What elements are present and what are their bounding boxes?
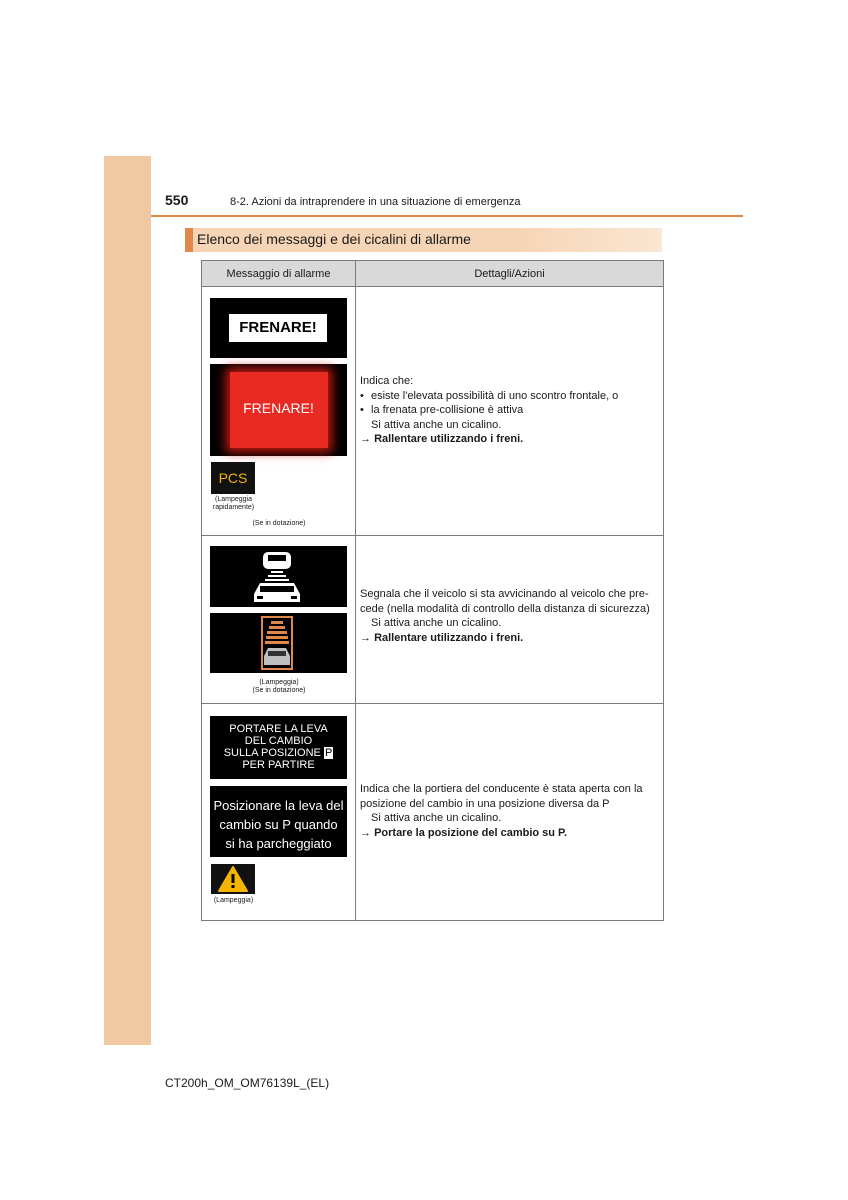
details-intro: Indica che: (360, 375, 414, 387)
arrow-icon: → (360, 826, 371, 839)
action-text: Rallentare utilizzando i freni. (374, 631, 524, 644)
brake-label-text: FRENARE! (239, 319, 317, 336)
details-action (360, 432, 618, 447)
details-text (360, 374, 618, 447)
shift-text-line: Posizionare la leva del (213, 798, 344, 813)
table-row (202, 704, 664, 921)
distance-display-orange (210, 613, 347, 673)
header-rule (151, 215, 743, 217)
shift-display-caps (210, 716, 347, 779)
col-header-details: Dettagli/Azioni (356, 261, 664, 287)
message-cell (202, 536, 356, 704)
shift-text-line: cambio su P quando (219, 817, 338, 832)
shift-caps-line: DEL CAMBIO (244, 735, 313, 747)
p-badge: P (324, 747, 333, 759)
action-text: Portare la posizione del cambio su P. (374, 826, 568, 839)
arrow-icon: → (360, 433, 371, 445)
shift-caps-text (210, 716, 347, 771)
arrow-icon: → (360, 631, 371, 644)
message-cell (202, 704, 356, 921)
table-row (202, 536, 664, 704)
table-row (202, 287, 664, 536)
section-heading (185, 228, 662, 252)
details-cell (356, 704, 664, 921)
shift-text-line: si ha parcheggiato (225, 836, 332, 851)
details-line: cede (nella modalità di controllo della distanza di sicurezza) (360, 602, 650, 615)
vehicle-warning-icon (210, 613, 347, 673)
brake-display-white (210, 298, 347, 358)
pcs-note-line-1: (Lampeggia (215, 496, 252, 503)
details-action (360, 826, 643, 841)
optional-note-line: (Se in dotazione) (252, 687, 306, 694)
pcs-icon (211, 462, 255, 494)
footer-code: CT200h_OM_OM76139L_(EL) (165, 1076, 330, 1090)
shift-caps-line: PORTARE LA LEVA (229, 723, 328, 735)
chapter-title: 8-2. Azioni da intraprendere in una situazione di emergenza (230, 196, 521, 208)
message-cell (202, 287, 356, 536)
shift-caps-line (210, 747, 347, 759)
table-header-row (202, 261, 664, 287)
flash-note: (Lampeggia) (213, 897, 254, 904)
flash-note (202, 679, 356, 695)
details-buzzer-note: Si attiva anche un cicalino. (371, 617, 502, 629)
details-buzzer-note: Si attiva anche un cicalino. (371, 418, 502, 431)
brake-display-red (210, 364, 347, 456)
pcs-flash-note (206, 496, 261, 512)
details-cell (356, 287, 664, 536)
details-text (360, 782, 643, 840)
details-line: Segnala che il veicolo si sta avvicinando al veicolo che pre- (360, 588, 649, 600)
distance-display-white (210, 546, 347, 607)
details-cell (356, 536, 664, 704)
action-text: Rallentare utilizzando i freni. (374, 433, 524, 445)
warning-icon (211, 864, 255, 894)
details-bullet: • esiste l'elevata possibilità di uno scontro frontale, o (360, 389, 618, 404)
vehicle-approach-icon (210, 546, 347, 607)
details-line: Indica che la portiera del conducente è stata aperta con la (360, 783, 643, 795)
col-header-message: Messaggio di allarme (202, 261, 356, 287)
warning-table (201, 260, 664, 921)
shift-caps-line: PER PARTIRE (242, 759, 315, 771)
details-buzzer-note: Si attiva anche un cicalino. (371, 812, 502, 824)
shift-display-text (210, 786, 347, 857)
details-action (360, 631, 650, 646)
shift-text (210, 786, 347, 853)
details-bullet: • la frenata pre-collisione è attiva (360, 403, 618, 418)
flash-note-line: (Lampeggia) (259, 679, 299, 686)
page-number: 550 (165, 192, 189, 208)
shift-caps-segment: SULLA POSIZIONE (223, 747, 321, 759)
side-tab-bar (104, 156, 151, 1045)
details-text (360, 587, 650, 645)
warning-triangle-icon (211, 864, 255, 894)
section-title-text: Elenco dei messaggi e dei cicalini di allarme (197, 231, 471, 247)
brake-red-text: FRENARE! (243, 400, 314, 416)
optional-note: (Se in dotazione) (252, 520, 306, 527)
section-accent (185, 228, 193, 252)
details-line: posizione del cambio in una posizione diversa da P (360, 797, 610, 810)
pcs-icon-text: PCS (218, 470, 248, 486)
pcs-note-line-2: rapidamente) (212, 504, 255, 511)
